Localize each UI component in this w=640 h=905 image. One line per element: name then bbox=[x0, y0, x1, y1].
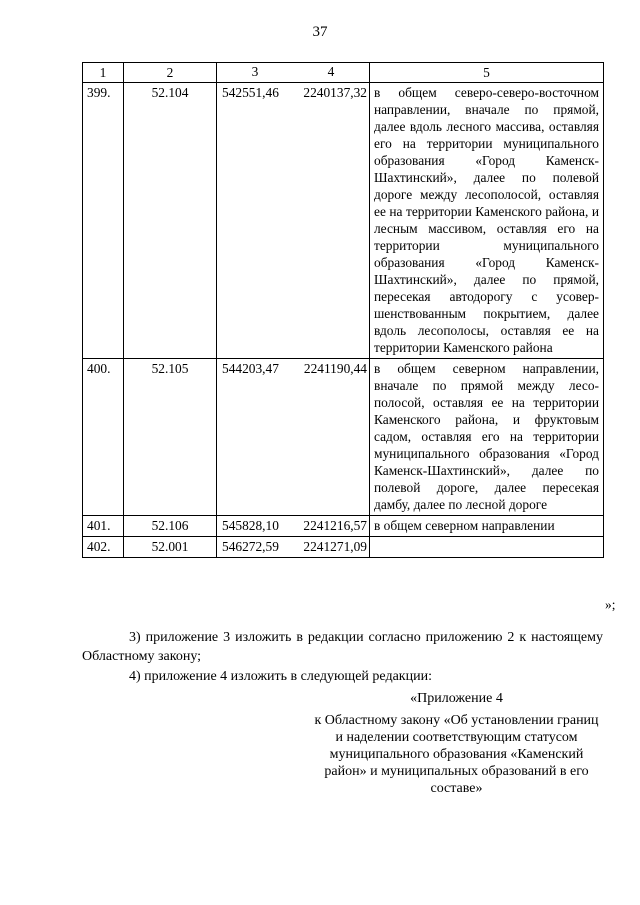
point-coordinates bbox=[217, 516, 370, 537]
annex-caption: к Областному закону «Об установлении границ и наделении соответствующим статусом муниципального образования «Каменский район» и муниципальных образований в его составе» bbox=[314, 713, 599, 796]
point-number: 401. bbox=[83, 516, 124, 537]
closing-quote-mark: »; bbox=[605, 597, 616, 612]
table-row bbox=[83, 359, 604, 516]
paragraph-item-4: 4) приложение 4 изложить в следующей редакции: bbox=[129, 669, 432, 684]
point-code: 52.104 bbox=[124, 83, 217, 359]
point-code: 52.105 bbox=[124, 359, 217, 516]
coord-x: 546272,59 bbox=[222, 539, 279, 554]
boundary-description: в общем северном направлении, вначале по прямой между лесополосой, оставляя ее на территории Каменского района, и фруктовым садом, оставляя его на территории муниципального образования «Город Каменск-Шахтинский», далее по полевой дороге, далее пересекая дамбу, далее по лесной дороге bbox=[370, 359, 604, 516]
point-number: 400. bbox=[83, 359, 124, 516]
coord-y: 2240137,32 bbox=[303, 85, 367, 100]
header-col-1: 1 bbox=[83, 63, 124, 83]
coord-y: 2241190,44 bbox=[303, 361, 367, 376]
annex-title: «Приложение 4 bbox=[410, 691, 503, 706]
point-coordinates bbox=[217, 537, 370, 558]
table-row bbox=[83, 516, 604, 537]
point-number: 402. bbox=[83, 537, 124, 558]
table-header-row bbox=[83, 63, 604, 83]
paragraph-item-3: 3) приложение 3 изложить в редакции согласно приложению 2 к настоящему Областному закону; bbox=[82, 630, 603, 664]
header-col-5: 5 bbox=[370, 63, 604, 83]
page-number: 37 bbox=[312, 24, 328, 40]
point-coordinates bbox=[217, 359, 370, 516]
coord-y: 2241216,57 bbox=[303, 518, 367, 533]
table-row bbox=[83, 83, 604, 359]
coord-x: 542551,46 bbox=[222, 85, 279, 100]
header-col-4: 4 bbox=[327, 64, 335, 79]
header-col-3: 3 bbox=[251, 64, 259, 79]
boundary-points-table bbox=[82, 62, 604, 558]
coord-y: 2241271,09 bbox=[303, 539, 367, 554]
header-col-2: 2 bbox=[124, 63, 217, 83]
point-coordinates bbox=[217, 83, 370, 359]
header-col-3-4 bbox=[217, 63, 370, 83]
point-code: 52.001 bbox=[124, 537, 217, 558]
boundary-description bbox=[370, 537, 604, 558]
coord-x: 544203,47 bbox=[222, 361, 279, 376]
coord-x: 545828,10 bbox=[222, 518, 279, 533]
boundary-description: в общем северном направлении bbox=[370, 516, 604, 537]
table-row bbox=[83, 537, 604, 558]
boundary-description: в общем северо-северо-восточном направлении, вначале по прямой, далее вдоль лесного массива, оставляя его на территории муниципального образования «Город Каменск-Шахтинский», далее по полевой дороге между лесополосой, оставляя ее на территории Каменского района, и лесным массивом, оставляя его на территории муниципального образования «Город Каменск-Шахтинский», далее по прямой, пересекая автодорогу с усовершенствованным покрытием, далее вдоль лесополосы, оставляя ее на территории Каменского района bbox=[370, 83, 604, 359]
point-code: 52.106 bbox=[124, 516, 217, 537]
point-number: 399. bbox=[83, 83, 124, 359]
